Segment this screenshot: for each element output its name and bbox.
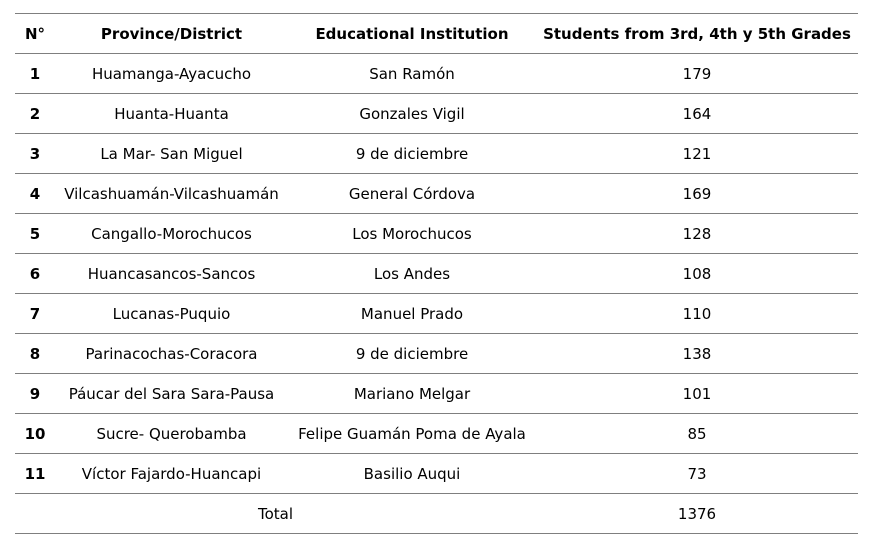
row-number: 11 <box>15 454 55 494</box>
total-row <box>15 494 858 534</box>
table-row <box>15 414 858 454</box>
row-institution: San Ramón <box>288 54 536 94</box>
header-educational-institution: Educational Institution <box>288 14 536 54</box>
row-number: 9 <box>15 374 55 414</box>
row-province-district: Huancasancos-Sancos <box>55 254 288 294</box>
row-number: 3 <box>15 134 55 174</box>
row-students: 121 <box>536 134 858 174</box>
row-institution: Mariano Melgar <box>288 374 536 414</box>
row-students: 169 <box>536 174 858 214</box>
row-students: 164 <box>536 94 858 134</box>
row-province-district: Cangallo-Morochucos <box>55 214 288 254</box>
table-row <box>15 134 858 174</box>
table-row <box>15 454 858 494</box>
row-number: 1 <box>15 54 55 94</box>
students-table <box>15 13 858 534</box>
row-institution: Gonzales Vigil <box>288 94 536 134</box>
row-institution: Felipe Guamán Poma de Ayala <box>288 414 536 454</box>
row-students: 138 <box>536 334 858 374</box>
row-institution: Los Andes <box>288 254 536 294</box>
row-institution: Manuel Prado <box>288 294 536 334</box>
row-students: 85 <box>536 414 858 454</box>
row-students: 101 <box>536 374 858 414</box>
row-province-district: Huamanga-Ayacucho <box>55 54 288 94</box>
row-number: 6 <box>15 254 55 294</box>
table-row <box>15 174 858 214</box>
row-institution: 9 de diciembre <box>288 334 536 374</box>
row-students: 110 <box>536 294 858 334</box>
header-row <box>15 14 858 54</box>
row-number: 7 <box>15 294 55 334</box>
total-value: 1376 <box>536 494 858 534</box>
row-institution: General Córdova <box>288 174 536 214</box>
table-row <box>15 294 858 334</box>
row-province-district: Sucre- Querobamba <box>55 414 288 454</box>
row-number: 4 <box>15 174 55 214</box>
row-province-district: Víctor Fajardo-Huancapi <box>55 454 288 494</box>
row-number: 8 <box>15 334 55 374</box>
total-label: Total <box>15 494 536 534</box>
row-students: 128 <box>536 214 858 254</box>
row-province-district: Parinacochas-Coracora <box>55 334 288 374</box>
table-row <box>15 334 858 374</box>
row-province-district: Huanta-Huanta <box>55 94 288 134</box>
table-row <box>15 254 858 294</box>
row-number: 2 <box>15 94 55 134</box>
table-row <box>15 54 858 94</box>
header-students: Students from 3rd, 4th y 5th Grades <box>536 14 858 54</box>
table-row <box>15 94 858 134</box>
row-province-district: Páucar del Sara Sara-Pausa <box>55 374 288 414</box>
table-row <box>15 374 858 414</box>
row-institution: 9 de diciembre <box>288 134 536 174</box>
row-number: 10 <box>15 414 55 454</box>
row-institution: Los Morochucos <box>288 214 536 254</box>
row-students: 73 <box>536 454 858 494</box>
row-institution: Basilio Auqui <box>288 454 536 494</box>
header-number: N° <box>15 14 55 54</box>
row-province-district: Vilcashuamán-Vilcashuamán <box>55 174 288 214</box>
header-province-district: Province/District <box>55 14 288 54</box>
row-province-district: Lucanas-Puquio <box>55 294 288 334</box>
row-number: 5 <box>15 214 55 254</box>
row-students: 108 <box>536 254 858 294</box>
row-students: 179 <box>536 54 858 94</box>
row-province-district: La Mar- San Miguel <box>55 134 288 174</box>
table-row <box>15 214 858 254</box>
